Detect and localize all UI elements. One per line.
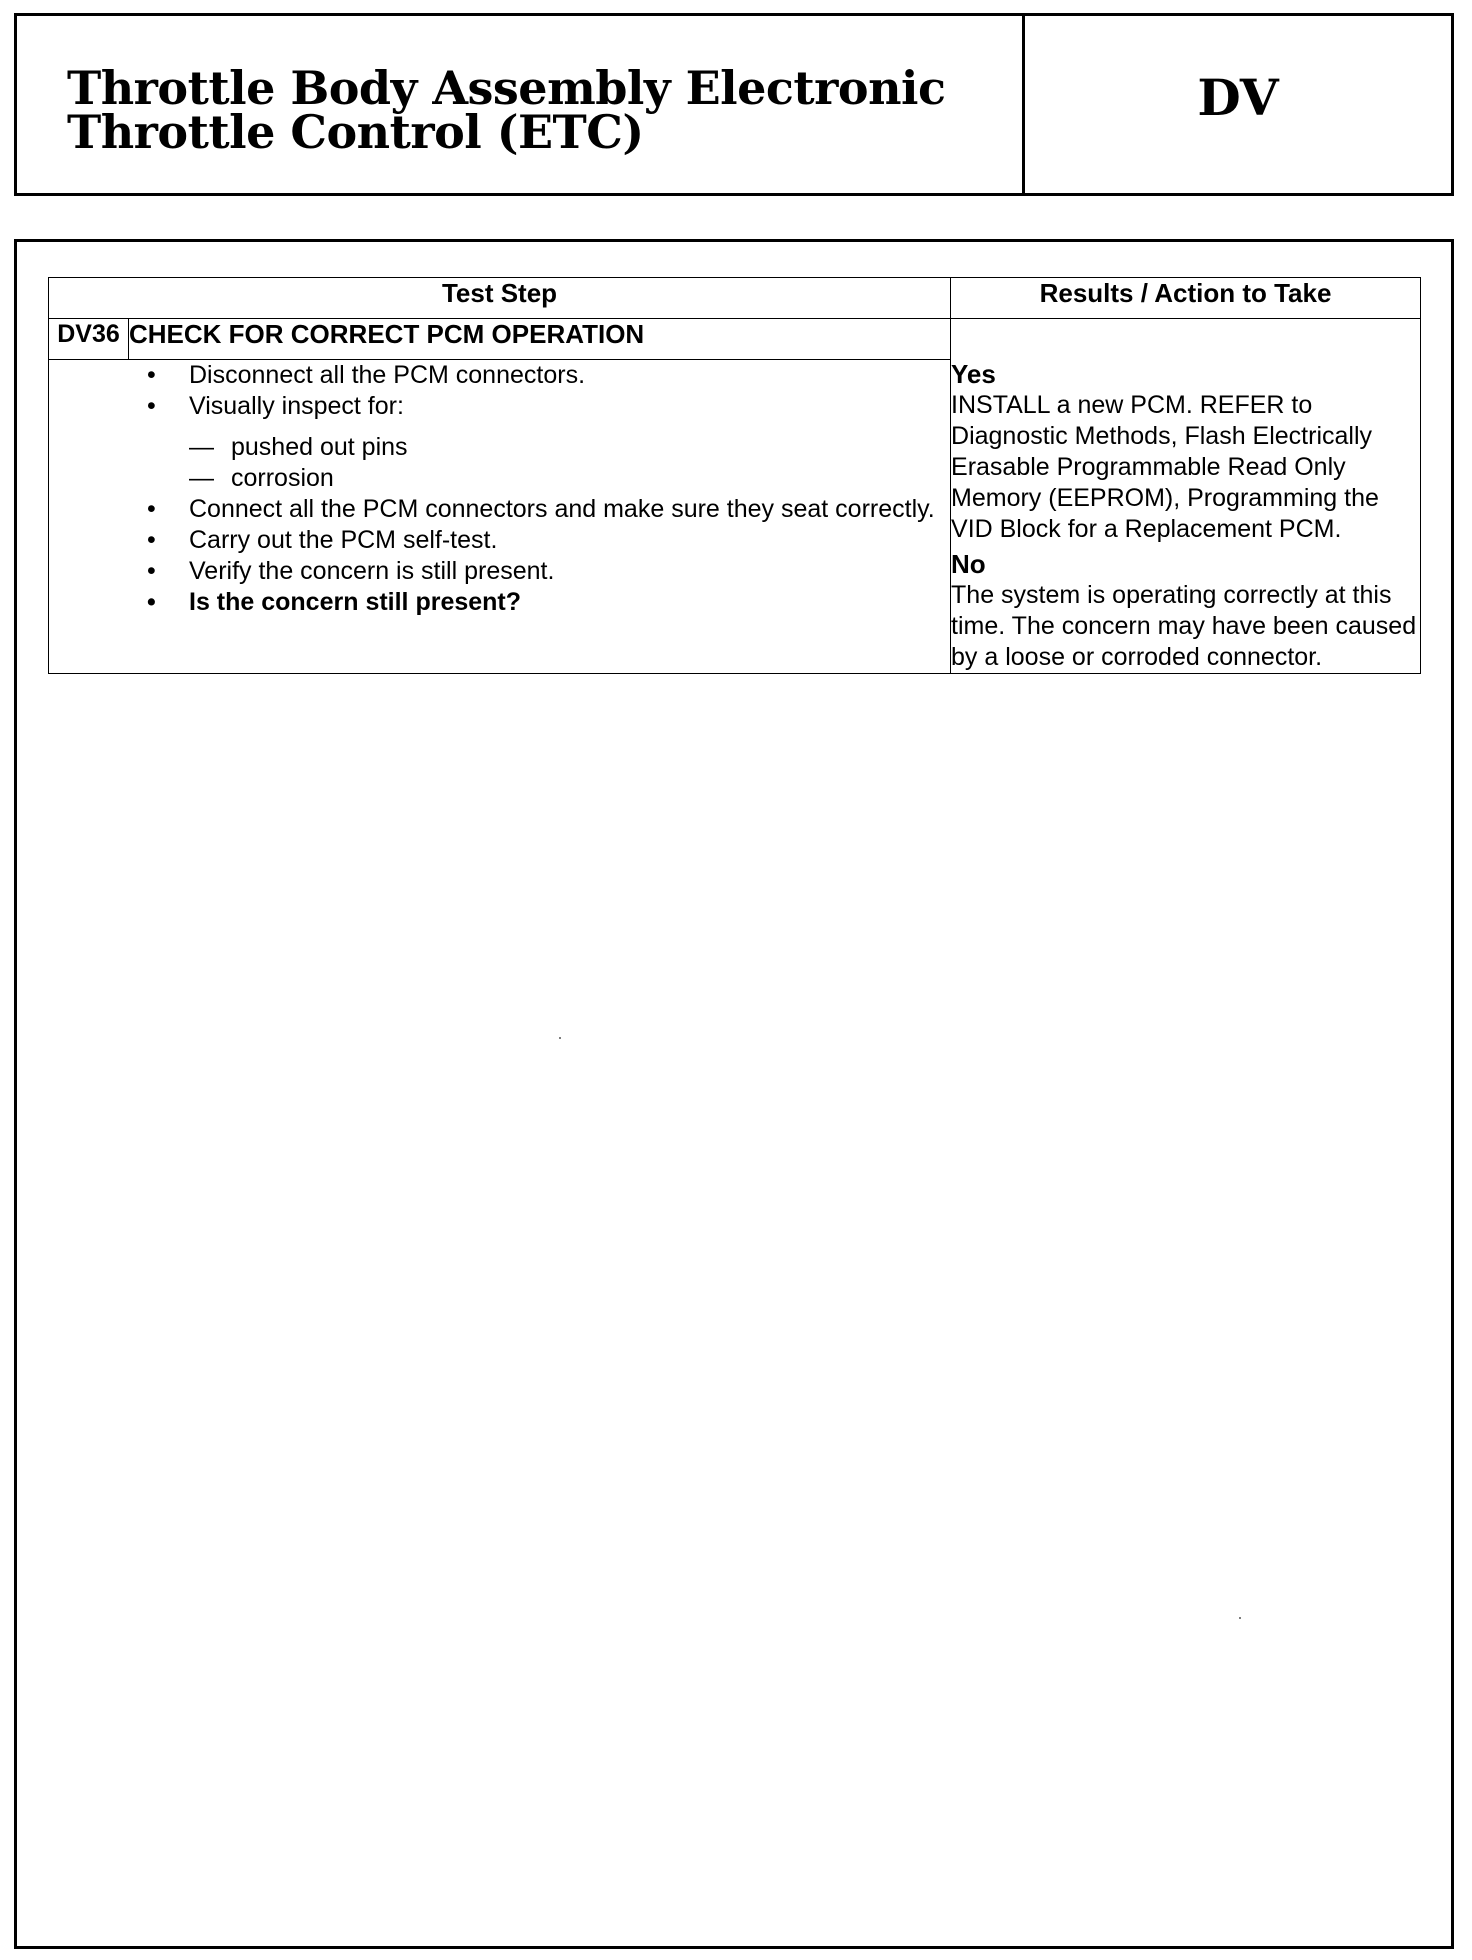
step-item: • Connect all the PCM connectors and make sure they seat correctly. <box>147 494 950 525</box>
no-label: No <box>951 549 986 579</box>
inspect-sublist <box>189 432 950 494</box>
section-code: DV <box>1197 68 1279 127</box>
yes-action-text: INSTALL a new PCM. REFER to Diagnostic Methods, Flash Electrically Erasable Programmable Read Only Memory (EEPROM), Programming the VID Block for a Replacement PCM. <box>951 391 1379 543</box>
step-item: • Verify the concern is still present. <box>147 556 950 587</box>
table-header-row <box>49 278 1421 319</box>
step-question: • Is the concern still present? <box>147 587 950 618</box>
step-item <box>147 391 950 494</box>
step-item: • Carry out the PCM self-test. <box>147 525 950 556</box>
scan-speck <box>1239 1617 1241 1619</box>
test-step-header: Test Step <box>49 278 951 319</box>
steps-cell <box>49 360 951 674</box>
yes-label: Yes <box>951 359 996 389</box>
step-id: DV36 <box>49 319 129 360</box>
page-header <box>14 13 1454 196</box>
step-item: • Disconnect all the PCM connectors. <box>147 360 950 391</box>
title-line-2: Throttle Control (ETC) <box>67 105 644 159</box>
test-step-table <box>48 277 1421 674</box>
step-item-text: Visually inspect for: <box>189 392 404 420</box>
scan-speck <box>559 1037 561 1039</box>
step-title: CHECK FOR CORRECT PCM OPERATION <box>129 319 951 360</box>
sub-item: — pushed out pins <box>189 432 950 463</box>
title-line-1: Throttle Body Assembly Electronic <box>67 61 946 115</box>
sub-item: — corrosion <box>189 463 950 494</box>
step-title-row <box>49 319 1421 360</box>
results-header: Results / Action to Take <box>951 278 1421 319</box>
no-action-text: The system is operating correctly at this time. The concern may have been caused by a loose or corroded connector. <box>951 581 1417 671</box>
results-cell <box>951 319 1421 674</box>
content-frame <box>14 239 1454 1949</box>
page-title <box>67 61 1017 159</box>
step-list <box>49 360 950 618</box>
